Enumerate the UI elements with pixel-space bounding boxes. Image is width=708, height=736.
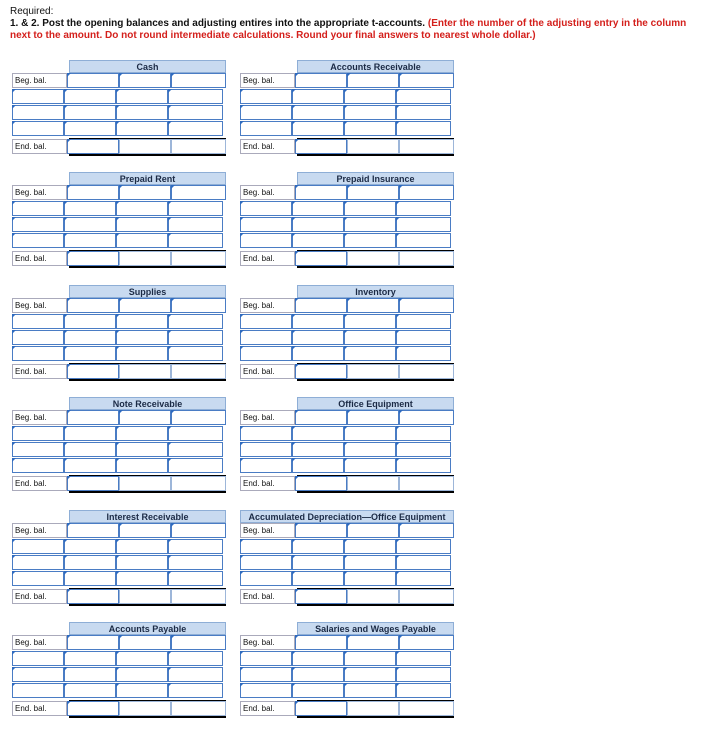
t-account-title: Inventory — [297, 285, 454, 298]
amount-input[interactable] — [292, 233, 344, 248]
entry-number-input[interactable] — [116, 105, 168, 120]
entry-number-input[interactable] — [240, 683, 292, 698]
entry-number-input[interactable] — [347, 589, 399, 604]
entry-number-input[interactable] — [119, 476, 171, 491]
amount-input[interactable] — [67, 701, 119, 716]
amount-input[interactable] — [292, 346, 344, 361]
amount-input[interactable] — [168, 233, 223, 248]
entry-number-input[interactable] — [344, 651, 396, 666]
end-bal-label: End. bal. — [12, 251, 67, 266]
amount-input[interactable] — [396, 330, 451, 345]
entry-number-input[interactable] — [240, 426, 292, 441]
entry-number-input[interactable] — [116, 233, 168, 248]
instructions — [10, 6, 700, 42]
amount-input[interactable] — [171, 635, 226, 650]
entry-number-input[interactable] — [240, 571, 292, 586]
amount-input[interactable] — [64, 330, 116, 345]
entry-number-input[interactable] — [347, 476, 399, 491]
amount-input[interactable] — [171, 701, 226, 716]
t-account-title: Salaries and Wages Payable — [297, 622, 454, 635]
t-account-title: Accounts Payable — [69, 622, 226, 635]
beg-bal-label: Beg. bal. — [240, 298, 295, 313]
amount-input[interactable] — [168, 201, 223, 216]
entry-number-input[interactable] — [12, 105, 64, 120]
entry-number-input[interactable] — [119, 635, 171, 650]
amount-input[interactable] — [396, 539, 451, 554]
amount-input[interactable] — [64, 667, 116, 682]
double-rule — [297, 379, 454, 381]
entry-number-input[interactable] — [116, 651, 168, 666]
total-rule — [69, 700, 226, 701]
amount-input[interactable] — [295, 364, 347, 379]
amount-input[interactable] — [399, 701, 454, 716]
total-rule — [69, 138, 226, 139]
entry-number-input[interactable] — [344, 89, 396, 104]
amount-input[interactable] — [396, 651, 451, 666]
entry-number-input[interactable] — [347, 298, 399, 313]
amount-input[interactable] — [399, 185, 454, 200]
beg-bal-label: Beg. bal. — [12, 410, 67, 425]
amount-input[interactable] — [396, 217, 451, 232]
amount-input[interactable] — [295, 73, 347, 88]
amount-input[interactable] — [292, 667, 344, 682]
amount-input[interactable] — [292, 426, 344, 441]
entry-number-input[interactable] — [347, 73, 399, 88]
beg-bal-label: Beg. bal. — [240, 635, 295, 650]
amount-input[interactable] — [171, 139, 226, 154]
amount-input[interactable] — [399, 139, 454, 154]
beg-bal-label: Beg. bal. — [240, 410, 295, 425]
amount-input[interactable] — [399, 251, 454, 266]
double-rule — [69, 379, 226, 381]
entry-number-input[interactable] — [116, 201, 168, 216]
entry-number-input[interactable] — [119, 185, 171, 200]
t-account-title: Cash — [69, 60, 226, 73]
entry-number-input[interactable] — [240, 105, 292, 120]
entry-number-input[interactable] — [12, 330, 64, 345]
double-rule — [297, 154, 454, 156]
amount-input[interactable] — [168, 330, 223, 345]
beg-bal-label: Beg. bal. — [240, 523, 295, 538]
amount-input[interactable] — [292, 555, 344, 570]
entry-number-input[interactable] — [116, 667, 168, 682]
amount-input[interactable] — [399, 364, 454, 379]
required-heading: Required: — [10, 6, 54, 17]
total-rule — [297, 475, 454, 476]
beg-bal-label: Beg. bal. — [12, 73, 67, 88]
entry-number-input[interactable] — [240, 330, 292, 345]
entry-number-input[interactable] — [119, 701, 171, 716]
end-bal-label: End. bal. — [12, 139, 67, 154]
t-account-title: Interest Receivable — [69, 510, 226, 523]
amount-input[interactable] — [292, 314, 344, 329]
entry-number-input[interactable] — [116, 314, 168, 329]
amount-input[interactable] — [292, 651, 344, 666]
amount-input[interactable] — [292, 201, 344, 216]
entry-number-input[interactable] — [119, 251, 171, 266]
amount-input[interactable] — [292, 683, 344, 698]
amount-input[interactable] — [64, 314, 116, 329]
beg-bal-label: Beg. bal. — [240, 185, 295, 200]
entry-number-input[interactable] — [240, 458, 292, 473]
entry-number-input[interactable] — [240, 121, 292, 136]
amount-input[interactable] — [396, 233, 451, 248]
entry-number-input[interactable] — [240, 651, 292, 666]
amount-input[interactable] — [67, 185, 119, 200]
amount-input[interactable] — [67, 298, 119, 313]
entry-number-input[interactable] — [116, 683, 168, 698]
entry-number-input[interactable] — [344, 346, 396, 361]
amount-input[interactable] — [295, 139, 347, 154]
amount-input[interactable] — [292, 571, 344, 586]
end-bal-label: End. bal. — [240, 364, 295, 379]
total-rule — [69, 475, 226, 476]
amount-input[interactable] — [64, 683, 116, 698]
amount-input[interactable] — [292, 458, 344, 473]
end-bal-label: End. bal. — [12, 476, 67, 491]
amount-input[interactable] — [396, 314, 451, 329]
entry-number-input[interactable] — [119, 139, 171, 154]
end-bal-label: End. bal. — [240, 476, 295, 491]
amount-input[interactable] — [295, 523, 347, 538]
entry-number-input[interactable] — [12, 571, 64, 586]
beg-bal-label: Beg. bal. — [12, 185, 67, 200]
instruction-plain: 1. & 2. Post the opening balances and adjusting entires into the appropriate t-accounts. — [10, 18, 426, 29]
amount-input[interactable] — [295, 476, 347, 491]
entry-number-input[interactable] — [344, 683, 396, 698]
double-rule — [297, 266, 454, 268]
t-account-title: Note Receivable — [69, 397, 226, 410]
entry-number-input[interactable] — [12, 683, 64, 698]
entry-number-input[interactable] — [119, 364, 171, 379]
amount-input[interactable] — [171, 476, 226, 491]
amount-input[interactable] — [396, 458, 451, 473]
entry-number-input[interactable] — [347, 185, 399, 200]
entry-number-input[interactable] — [344, 314, 396, 329]
entry-number-input[interactable] — [12, 539, 64, 554]
entry-number-input[interactable] — [240, 89, 292, 104]
amount-input[interactable] — [295, 410, 347, 425]
amount-input[interactable] — [64, 571, 116, 586]
entry-number-input[interactable] — [344, 201, 396, 216]
entry-number-input[interactable] — [12, 89, 64, 104]
amount-input[interactable] — [396, 683, 451, 698]
amount-input[interactable] — [171, 364, 226, 379]
end-bal-label: End. bal. — [240, 701, 295, 716]
end-bal-label: End. bal. — [240, 139, 295, 154]
amount-input[interactable] — [168, 651, 223, 666]
amount-input[interactable] — [67, 139, 119, 154]
amount-input[interactable] — [292, 539, 344, 554]
entry-number-input[interactable] — [347, 251, 399, 266]
amount-input[interactable] — [292, 217, 344, 232]
entry-number-input[interactable] — [12, 442, 64, 457]
amount-input[interactable] — [64, 555, 116, 570]
beg-bal-label: Beg. bal. — [12, 523, 67, 538]
amount-input[interactable] — [399, 298, 454, 313]
entry-number-input[interactable] — [119, 589, 171, 604]
entry-number-input[interactable] — [116, 458, 168, 473]
amount-input[interactable] — [64, 442, 116, 457]
amount-input[interactable] — [295, 635, 347, 650]
amount-input[interactable] — [171, 73, 226, 88]
end-bal-label: End. bal. — [240, 251, 295, 266]
entry-number-input[interactable] — [240, 346, 292, 361]
entry-number-input[interactable] — [116, 571, 168, 586]
double-rule — [69, 266, 226, 268]
entry-number-input[interactable] — [344, 217, 396, 232]
amount-input[interactable] — [64, 346, 116, 361]
entry-number-input[interactable] — [119, 73, 171, 88]
amount-input[interactable] — [396, 571, 451, 586]
beg-bal-label: Beg. bal. — [12, 298, 67, 313]
entry-number-input[interactable] — [240, 217, 292, 232]
amount-input[interactable] — [64, 121, 116, 136]
amount-input[interactable] — [399, 476, 454, 491]
entry-number-input[interactable] — [119, 523, 171, 538]
amount-input[interactable] — [171, 185, 226, 200]
end-bal-label: End. bal. — [12, 589, 67, 604]
amount-input[interactable] — [292, 442, 344, 457]
entry-number-input[interactable] — [116, 217, 168, 232]
amount-input[interactable] — [399, 410, 454, 425]
amount-input[interactable] — [396, 121, 451, 136]
amount-input[interactable] — [168, 571, 223, 586]
t-account-title: Accounts Receivable — [297, 60, 454, 73]
amount-input[interactable] — [292, 121, 344, 136]
amount-input[interactable] — [168, 442, 223, 457]
end-bal-label: End. bal. — [240, 589, 295, 604]
amount-input[interactable] — [396, 555, 451, 570]
amount-input[interactable] — [64, 201, 116, 216]
amount-input[interactable] — [64, 651, 116, 666]
entry-number-input[interactable] — [344, 667, 396, 682]
entry-number-input[interactable] — [344, 571, 396, 586]
amount-input[interactable] — [168, 539, 223, 554]
amount-input[interactable] — [171, 298, 226, 313]
amount-input[interactable] — [64, 89, 116, 104]
amount-input[interactable] — [292, 105, 344, 120]
amount-input[interactable] — [64, 426, 116, 441]
amount-input[interactable] — [168, 555, 223, 570]
t-account-title: Office Equipment — [297, 397, 454, 410]
amount-input[interactable] — [67, 410, 119, 425]
amount-input[interactable] — [64, 105, 116, 120]
amount-input[interactable] — [295, 589, 347, 604]
double-rule — [69, 716, 226, 718]
entry-number-input[interactable] — [344, 121, 396, 136]
entry-number-input[interactable] — [347, 410, 399, 425]
amount-input[interactable] — [292, 330, 344, 345]
entry-number-input[interactable] — [12, 667, 64, 682]
amount-input[interactable] — [67, 635, 119, 650]
amount-input[interactable] — [64, 539, 116, 554]
entry-number-input[interactable] — [116, 89, 168, 104]
amount-input[interactable] — [295, 298, 347, 313]
t-account-title: Prepaid Rent — [69, 172, 226, 185]
entry-number-input[interactable] — [116, 442, 168, 457]
amount-input[interactable] — [396, 667, 451, 682]
t-account-title: Accumulated Depreciation—Office Equipment — [240, 510, 454, 523]
entry-number-input[interactable] — [12, 201, 64, 216]
end-bal-label: End. bal. — [12, 701, 67, 716]
entry-number-input[interactable] — [12, 121, 64, 136]
amount-input[interactable] — [67, 589, 119, 604]
entry-number-input[interactable] — [344, 539, 396, 554]
amount-input[interactable] — [168, 667, 223, 682]
entry-number-input[interactable] — [240, 201, 292, 216]
entry-number-input[interactable] — [240, 555, 292, 570]
total-rule — [297, 138, 454, 139]
entry-number-input[interactable] — [344, 555, 396, 570]
amount-input[interactable] — [292, 89, 344, 104]
entry-number-input[interactable] — [240, 667, 292, 682]
amount-input[interactable] — [64, 233, 116, 248]
t-account-title: Prepaid Insurance — [297, 172, 454, 185]
amount-input[interactable] — [168, 458, 223, 473]
entry-number-input[interactable] — [119, 410, 171, 425]
double-rule — [69, 154, 226, 156]
instruction-text — [10, 18, 700, 42]
entry-number-input[interactable] — [344, 458, 396, 473]
instruction-red: (Enter the number of the adjusting entry in the column next to the amount. Do not round intermediate calculations. Round your final answers to nearest whole dollar.) — [10, 18, 687, 41]
entry-number-input[interactable] — [12, 346, 64, 361]
amount-input[interactable] — [399, 635, 454, 650]
entry-number-input[interactable] — [240, 314, 292, 329]
amount-input[interactable] — [168, 426, 223, 441]
amount-input[interactable] — [168, 105, 223, 120]
amount-input[interactable] — [67, 364, 119, 379]
amount-input[interactable] — [171, 410, 226, 425]
entry-number-input[interactable] — [12, 426, 64, 441]
amount-input[interactable] — [171, 523, 226, 538]
amount-input[interactable] — [295, 701, 347, 716]
amount-input[interactable] — [67, 476, 119, 491]
entry-number-input[interactable] — [344, 426, 396, 441]
entry-number-input[interactable] — [12, 314, 64, 329]
entry-number-input[interactable] — [116, 539, 168, 554]
entry-number-input[interactable] — [240, 233, 292, 248]
total-rule — [297, 588, 454, 589]
amount-input[interactable] — [171, 251, 226, 266]
amount-input[interactable] — [396, 346, 451, 361]
amount-input[interactable] — [396, 426, 451, 441]
entry-number-input[interactable] — [347, 635, 399, 650]
entry-number-input[interactable] — [119, 298, 171, 313]
amount-input[interactable] — [67, 73, 119, 88]
amount-input[interactable] — [64, 458, 116, 473]
beg-bal-label: Beg. bal. — [12, 635, 67, 650]
amount-input[interactable] — [295, 185, 347, 200]
amount-input[interactable] — [396, 201, 451, 216]
entry-number-input[interactable] — [344, 105, 396, 120]
entry-number-input[interactable] — [116, 555, 168, 570]
amount-input[interactable] — [168, 217, 223, 232]
entry-number-input[interactable] — [347, 139, 399, 154]
t-account-title: Supplies — [69, 285, 226, 298]
total-rule — [297, 700, 454, 701]
entry-number-input[interactable] — [240, 539, 292, 554]
entry-number-input[interactable] — [116, 346, 168, 361]
amount-input[interactable] — [399, 523, 454, 538]
double-rule — [69, 604, 226, 606]
amount-input[interactable] — [168, 683, 223, 698]
amount-input[interactable] — [295, 251, 347, 266]
total-rule — [69, 250, 226, 251]
amount-input[interactable] — [168, 121, 223, 136]
double-rule — [297, 491, 454, 493]
entry-number-input[interactable] — [116, 121, 168, 136]
entry-number-input[interactable] — [347, 701, 399, 716]
entry-number-input[interactable] — [344, 442, 396, 457]
total-rule — [297, 363, 454, 364]
double-rule — [297, 716, 454, 718]
amount-input[interactable] — [171, 589, 226, 604]
entry-number-input[interactable] — [240, 442, 292, 457]
total-rule — [297, 250, 454, 251]
amount-input[interactable] — [399, 589, 454, 604]
amount-input[interactable] — [168, 89, 223, 104]
entry-number-input[interactable] — [344, 330, 396, 345]
entry-number-input[interactable] — [116, 426, 168, 441]
entry-number-input[interactable] — [347, 523, 399, 538]
entry-number-input[interactable] — [116, 330, 168, 345]
entry-number-input[interactable] — [12, 555, 64, 570]
entry-number-input[interactable] — [347, 364, 399, 379]
entry-number-input[interactable] — [12, 217, 64, 232]
total-rule — [69, 588, 226, 589]
end-bal-label: End. bal. — [12, 364, 67, 379]
amount-input[interactable] — [64, 217, 116, 232]
amount-input[interactable] — [396, 89, 451, 104]
amount-input[interactable] — [168, 314, 223, 329]
amount-input[interactable] — [168, 346, 223, 361]
amount-input[interactable] — [399, 73, 454, 88]
double-rule — [297, 604, 454, 606]
amount-input[interactable] — [67, 251, 119, 266]
entry-number-input[interactable] — [12, 233, 64, 248]
beg-bal-label: Beg. bal. — [240, 73, 295, 88]
entry-number-input[interactable] — [12, 458, 64, 473]
entry-number-input[interactable] — [12, 651, 64, 666]
total-rule — [69, 363, 226, 364]
double-rule — [69, 491, 226, 493]
amount-input[interactable] — [396, 442, 451, 457]
entry-number-input[interactable] — [344, 233, 396, 248]
amount-input[interactable] — [396, 105, 451, 120]
amount-input[interactable] — [67, 523, 119, 538]
